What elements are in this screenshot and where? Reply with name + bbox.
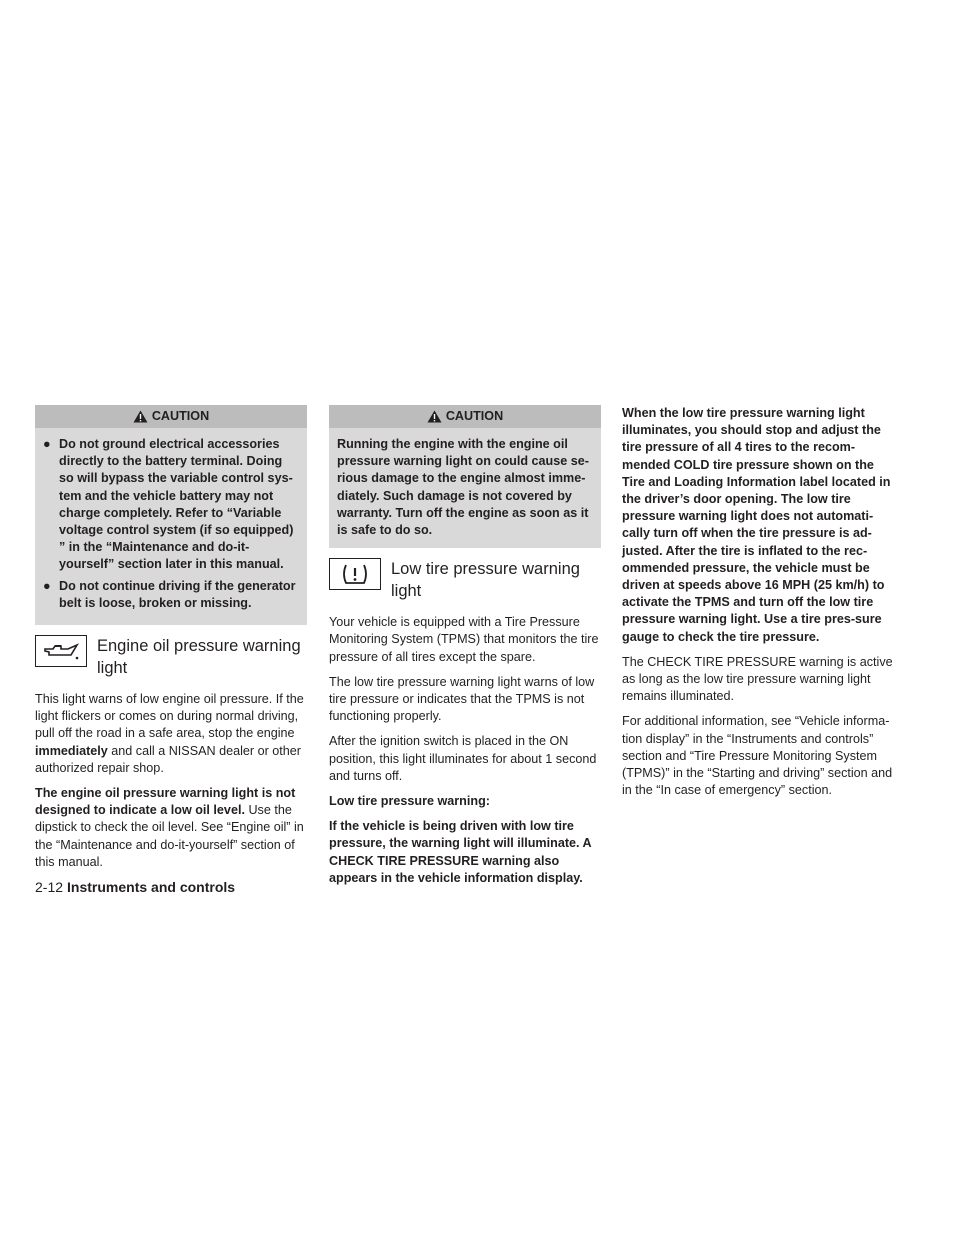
paragraph-bold: If the vehicle is being driven with low tire pressure, the warning light will illuminate. A CHECK TIRE PRESSURE warning also appears in the vehicle information display.: [329, 819, 592, 885]
tire-pressure-icon: [329, 558, 381, 590]
page-footer: [35, 879, 235, 895]
warning-triangle-icon: [133, 410, 148, 423]
section-title: Low tire pressure warning light: [391, 560, 580, 601]
oil-can-icon: [35, 635, 87, 667]
caution-bullet-text: Do not ground electrical accessories directly to the battery terminal. Doing so will bypass the variable control sys-tem and the vehicle battery may not charge completely. Refer to “Variable voltage control system (if so equipped) ” in the “Maintenance and do-it-yourself” section later in this manual.: [59, 437, 294, 572]
text-run: and call a NISSAN dealer or other authorized repair shop.: [35, 743, 302, 775]
paragraph: For additional information, see “Vehicle informa-tion display” in the “Instruments and controls” section and “Tire Pressure Monitoring System (TPMS)” in the “Starting and driving” section and in the “In case of emergency” section.: [622, 714, 893, 798]
paragraph: [35, 691, 307, 777]
warning-triangle-icon: [427, 410, 442, 423]
text-run: This light warns of low engine oil pressure. If the light flickers or comes on during normal driving, pull off the road in a safe area, stop the engine: [35, 692, 304, 741]
caution-box: [329, 405, 601, 548]
paragraph: Your vehicle is equipped with a Tire Pressure Monitoring System (TPMS) that monitors the tire pressure of all tires except the spare.: [329, 615, 599, 664]
caution-bullet-text: Do not continue driving if the generator belt is loose, broken or missing.: [59, 578, 296, 610]
text-run: Use the dipstick to check the oil level. See “Engine oil” in the “Maintenance and do-it-yourself” section of this manual.: [35, 803, 304, 869]
section-heading-tpms: [329, 558, 601, 602]
section-title: Engine oil pressure warning light: [97, 637, 301, 678]
section-heading-oil: [35, 635, 307, 679]
caution-bullet: [43, 578, 299, 612]
bullet-dot: ●: [43, 578, 51, 593]
bullet-dot: ●: [43, 437, 51, 451]
footer-section-name: Instruments and controls: [67, 879, 236, 895]
column-left: [35, 405, 307, 879]
paragraph: [35, 785, 307, 871]
paragraph-bold: When the low tire pressure warning light illuminates, you should stop and adjust the tire pressure of all 4 tires to the recom-mended COLD tire pressure shown on the Tire and Loading Information label located in the driver’s door opening. The low tire pressure warning light does not automati-cally turn off when the tire pressure is ad-justed. After the tire is inflated to the rec-ommended pressure, the vehicle must be driven at speeds above 16 MPH (25 km/h) to activate the TPMS and turn off the low tire pressure warning light. Use a tire pres-sure gauge to check the tire pressure.: [622, 406, 891, 644]
column-middle: [329, 405, 601, 895]
column-right: [622, 405, 894, 807]
subheading: Low tire pressure warning:: [329, 794, 490, 809]
caution-header: [35, 405, 307, 428]
paragraph: The CHECK TIRE PRESSURE warning is active as long as the low tire pressure warning light remains illuminated.: [622, 654, 893, 704]
paragraph: The low tire pressure warning light warns of low tire pressure or indicates that the TPMS is not functioning properly.: [329, 674, 595, 724]
caution-label: CAUTION: [151, 408, 210, 423]
page-number: 2-12: [35, 879, 64, 895]
caution-bullet: [43, 436, 299, 574]
caution-box: [35, 405, 307, 625]
caution-label: CAUTION: [445, 408, 504, 423]
caution-text: Running the engine with the engine oil pressure warning light on could cause se-rious damage to the engine almost imme-diately. Such damage is not covered by warranty. Turn off the engine as soon as it is safe to do so.: [337, 437, 589, 538]
text-run-bold: immediately: [35, 743, 108, 758]
paragraph: After the ignition switch is placed in the ON position, this light illuminates for about 1 second and turns off.: [329, 734, 597, 783]
caution-header: [329, 405, 601, 428]
text-run-bold: The engine oil pressure warning light is not designed to indicate a low oil level.: [35, 786, 296, 818]
